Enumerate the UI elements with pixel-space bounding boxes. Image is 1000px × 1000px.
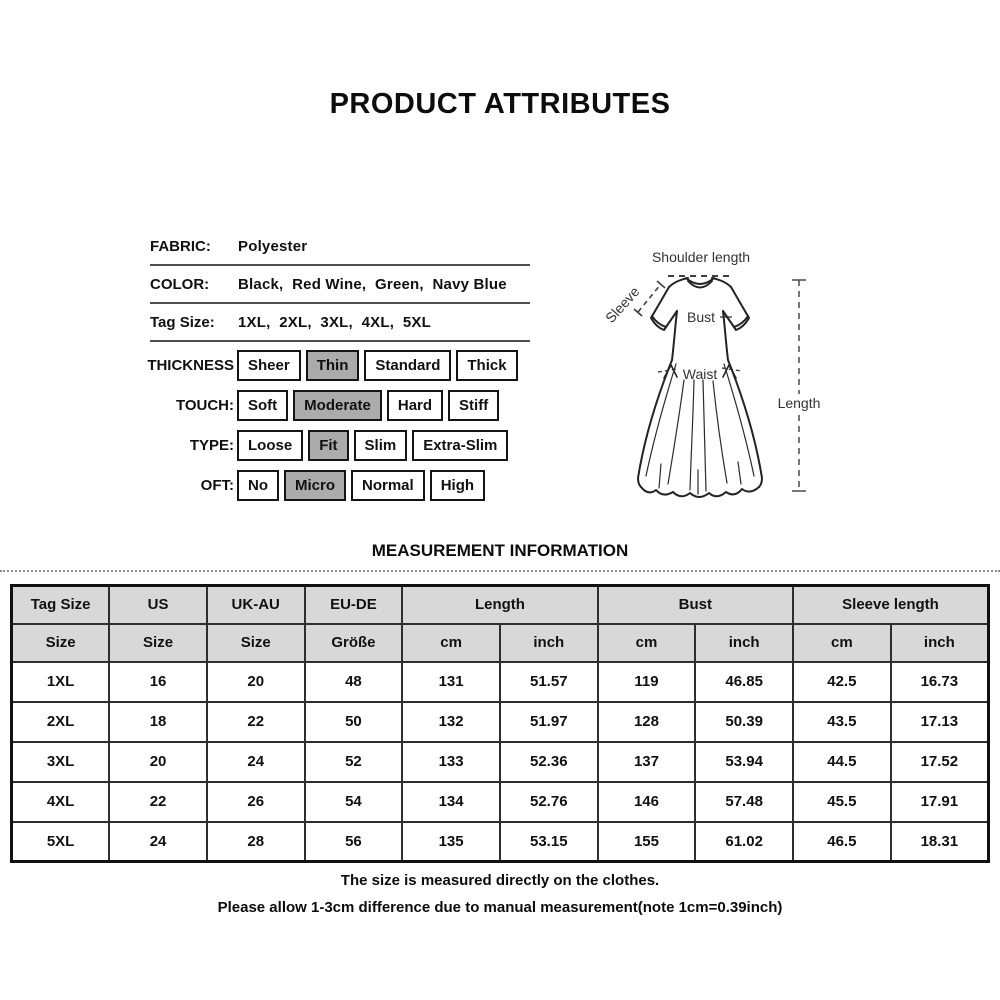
option-slim[interactable]: Slim xyxy=(354,430,408,461)
table-cell: 4XL xyxy=(12,782,110,822)
table-row xyxy=(12,782,989,822)
size-table-head xyxy=(12,586,989,662)
table-cell: 16.73 xyxy=(891,662,989,702)
table-cell: 57.48 xyxy=(695,782,793,822)
table-cell: 128 xyxy=(598,702,696,742)
option-stiff[interactable]: Stiff xyxy=(448,390,499,421)
option-micro[interactable]: Micro xyxy=(284,470,346,501)
info-rows xyxy=(150,228,530,342)
option-rows xyxy=(147,350,530,501)
table-cell: 133 xyxy=(402,742,500,782)
table-cell: 46.85 xyxy=(695,662,793,702)
table-row xyxy=(12,742,989,782)
table-subheader-cell: Größe xyxy=(305,624,403,662)
table-cell: 53.94 xyxy=(695,742,793,782)
table-cell: 24 xyxy=(109,822,207,862)
table-cell: 17.52 xyxy=(891,742,989,782)
table-cell: 52.36 xyxy=(500,742,598,782)
table-cell: 51.97 xyxy=(500,702,598,742)
table-subheader-cell: cm xyxy=(402,624,500,662)
table-cell: 131 xyxy=(402,662,500,702)
table-cell: 17.13 xyxy=(891,702,989,742)
option-row xyxy=(150,470,530,501)
sleeve-measure-line xyxy=(634,281,665,316)
table-cell: 146 xyxy=(598,782,696,822)
option-fit[interactable]: Fit xyxy=(308,430,348,461)
attribute-value: Black, Red Wine, Green, Navy Blue xyxy=(238,275,507,293)
table-cell: 50 xyxy=(305,702,403,742)
table-cell: 42.5 xyxy=(793,662,891,702)
option-row xyxy=(150,390,530,421)
table-subheader-cell: Size xyxy=(12,624,110,662)
table-cell: 18.31 xyxy=(891,822,989,862)
attribute-value: Polyester xyxy=(238,237,308,255)
table-cell: 22 xyxy=(109,782,207,822)
table-header-cell: Bust xyxy=(598,586,793,624)
option-no[interactable]: No xyxy=(237,470,279,501)
table-cell: 51.57 xyxy=(500,662,598,702)
footer-note-2: Please allow 1-3cm difference due to manual measurement(note 1cm=0.39inch) xyxy=(217,899,783,916)
option-thick[interactable]: Thick xyxy=(456,350,517,381)
attribute-label: Tag Size: xyxy=(150,313,215,331)
table-cell: 132 xyxy=(402,702,500,742)
dress-diagram xyxy=(598,238,868,518)
attribute-row xyxy=(150,228,530,266)
table-cell: 54 xyxy=(305,782,403,822)
option-row-label: THICKNESS xyxy=(147,357,234,374)
table-cell: 44.5 xyxy=(793,742,891,782)
table-cell: 26 xyxy=(207,782,305,822)
option-row xyxy=(150,430,530,461)
table-cell: 61.02 xyxy=(695,822,793,862)
option-row-label: TOUCH: xyxy=(175,397,234,414)
table-cell: 46.5 xyxy=(793,822,891,862)
shoulder-length-label: Shoulder length xyxy=(651,249,751,265)
table-cell: 2XL xyxy=(12,702,110,742)
table-cell: 50.39 xyxy=(695,702,793,742)
table-subheader-cell: inch xyxy=(500,624,598,662)
option-soft[interactable]: Soft xyxy=(237,390,288,421)
option-extra-slim[interactable]: Extra-Slim xyxy=(412,430,508,461)
size-table xyxy=(10,584,990,863)
measurement-section-title: MEASUREMENT INFORMATION xyxy=(371,541,629,560)
option-thin[interactable]: Thin xyxy=(306,350,360,381)
table-subheader-cell: cm xyxy=(598,624,696,662)
table-cell: 56 xyxy=(305,822,403,862)
size-table-body xyxy=(12,662,989,862)
table-cell: 137 xyxy=(598,742,696,782)
table-cell: 16 xyxy=(109,662,207,702)
option-high[interactable]: High xyxy=(430,470,485,501)
attribute-label: FABRIC: xyxy=(150,237,211,255)
attribute-row xyxy=(150,304,530,342)
table-cell: 22 xyxy=(207,702,305,742)
waist-label: Waist xyxy=(682,366,718,382)
option-normal[interactable]: Normal xyxy=(351,470,425,501)
table-header-cell: Tag Size xyxy=(12,586,110,624)
table-header-cell: UK-AU xyxy=(207,586,305,624)
table-cell: 17.91 xyxy=(891,782,989,822)
attribute-row xyxy=(150,266,530,304)
attribute-label: COLOR: xyxy=(150,275,210,293)
table-cell: 53.15 xyxy=(500,822,598,862)
table-cell: 48 xyxy=(305,662,403,702)
table-header-row-2 xyxy=(12,624,989,662)
page-title: PRODUCT ATTRIBUTES xyxy=(329,88,671,120)
table-row xyxy=(12,822,989,862)
option-row xyxy=(147,350,530,381)
table-cell: 24 xyxy=(207,742,305,782)
table-subheader-cell: Size xyxy=(207,624,305,662)
table-header-cell: US xyxy=(109,586,207,624)
table-cell: 155 xyxy=(598,822,696,862)
table-cell: 1XL xyxy=(12,662,110,702)
length-measure-line xyxy=(792,280,806,491)
table-cell: 134 xyxy=(402,782,500,822)
table-header-cell: Length xyxy=(402,586,597,624)
option-standard[interactable]: Standard xyxy=(364,350,451,381)
table-cell: 52.76 xyxy=(500,782,598,822)
sleeve-label: Sleeve xyxy=(602,283,643,326)
table-cell: 45.5 xyxy=(793,782,891,822)
table-cell: 43.5 xyxy=(793,702,891,742)
attribute-value: 1XL, 2XL, 3XL, 4XL, 5XL xyxy=(238,313,431,331)
footer-note-1: The size is measured directly on the clothes. xyxy=(340,872,660,889)
table-subheader-cell: Size xyxy=(109,624,207,662)
table-subheader-cell: inch xyxy=(695,624,793,662)
table-subheader-cell: inch xyxy=(891,624,989,662)
table-header-row-1 xyxy=(12,586,989,624)
table-cell: 5XL xyxy=(12,822,110,862)
option-loose[interactable]: Loose xyxy=(237,430,303,461)
table-subheader-cell: cm xyxy=(793,624,891,662)
option-row-label: TYPE: xyxy=(189,437,234,454)
table-header-cell: EU-DE xyxy=(305,586,403,624)
option-hard[interactable]: Hard xyxy=(387,390,443,421)
table-row xyxy=(12,702,989,742)
length-label: Length xyxy=(777,395,821,411)
table-cell: 20 xyxy=(109,742,207,782)
option-sheer[interactable]: Sheer xyxy=(237,350,301,381)
table-cell: 135 xyxy=(402,822,500,862)
option-moderate[interactable]: Moderate xyxy=(293,390,382,421)
dotted-divider xyxy=(0,570,1000,572)
option-row-label: OFT: xyxy=(200,477,234,494)
bust-label: Bust xyxy=(686,309,716,325)
table-cell: 52 xyxy=(305,742,403,782)
table-cell: 119 xyxy=(598,662,696,702)
table-row xyxy=(12,662,989,702)
table-cell: 20 xyxy=(207,662,305,702)
table-cell: 28 xyxy=(207,822,305,862)
attributes-section xyxy=(147,228,530,510)
table-header-cell: Sleeve length xyxy=(793,586,989,624)
table-cell: 18 xyxy=(109,702,207,742)
table-cell: 3XL xyxy=(12,742,110,782)
